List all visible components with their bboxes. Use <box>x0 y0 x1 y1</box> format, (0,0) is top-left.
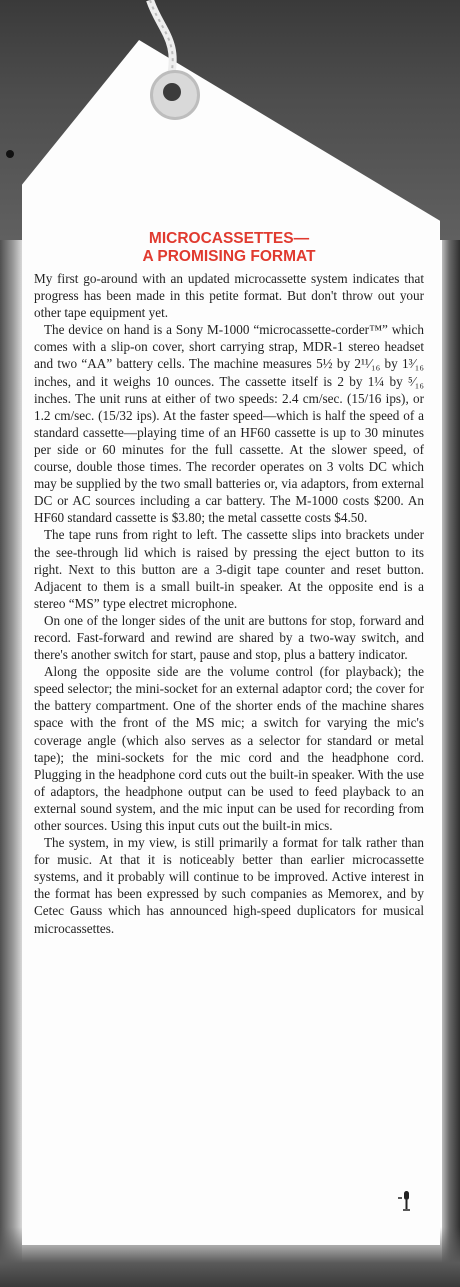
article-body <box>34 270 424 937</box>
paragraph-3: The tape runs from right to left. The cassette slips into brackets under the see-through lid which is raised by pressing the eject button to its right. Next to this button are a 3-digit tape counter and reset button. Adjacent to them is a small built-in speaker. At the opposite end is a stereo “MS” type electret microphone. <box>34 527 424 611</box>
paragraph-6: The system, in my view, is still primarily a format for talk rather than for music. At that it is noticeably better than earlier microcassette systems, and it probably will continue to be improved. Active interest in the format has been expressed by such companies as Memorex, and by Cetec Gauss which has announced high-speed duplicators for musical microcassettes. <box>34 835 424 936</box>
paragraph-5: Along the opposite side are the volume control (for playback); the speed selector; the mini-socket for an external adaptor cord; the cover for the battery compartment. One of the shorter ends of the machine shares space with the front of the MS mic; a switch for varying the mic's coverage angle (which also serves as a selector for standard or metal tape); the mini-sockets for the mic cord and the headphone cord. Plugging in the headphone cord cuts out the built-in speaker. With the use of adaptors, the headphone output can be used to feed playback to an external sound system, and the mic input can be used for recording from other sources. Using this input cuts out the built-in mics. <box>34 664 424 833</box>
article-title <box>34 230 424 266</box>
tag-hole-icon <box>163 83 181 101</box>
article <box>34 230 424 937</box>
paragraph-4: On one of the longer sides of the unit are buttons for stop, forward and record. Fast-forward and rewind are shared by a two-way switch, and there's another switch for start, pause and stop, plus a battery indicator. <box>34 612 424 663</box>
title-line-1: MICROCASSETTES— <box>148 230 310 247</box>
title-line-2: A PROMISING FORMAT <box>142 248 316 265</box>
microphone-end-mark-icon <box>398 1190 412 1212</box>
background-shadow-right <box>442 240 460 1287</box>
background-shadow-left <box>0 240 22 1287</box>
ink-dot <box>6 150 14 158</box>
paragraph-2: The device on hand is a Sony M-1000 “microcassette-corder™” which comes with a slip-on cover, short carrying strap, MDR-1 stereo headset and two “AA” battery cells. The machine measures 5½ by 2¹¹⁄₁₆ by 1³⁄₁₆ inches, and it weighs 10 ounces. The cassette itself is 2 by 1¼ by ⁵⁄₁₆ inches. The unit runs at either of two speeds: 2.4 cm/sec. (15/16 ips), or 1.2 cm/sec. (15/32 ips). At the faster speed—which is half the speed of a standard cassette—playing time of an HF60 cassette is up to 30 minutes per side or 60 minutes for the full cassette. At the slower speed, of course, double those times. The recorder operates on 3 volts DC which may be supplied by the two small batteries or, via adaptors, from external DC or AC sources including a car battery. The M-1000 costs $200. An HF60 standard cassette is $3.80; the metal cassette costs $4.50. <box>34 322 424 526</box>
paragraph-1: My first go-around with an updated microcassette system indicates that progress has been made in this petite format. But don't throw out your other tape equipment yet. <box>34 271 424 321</box>
